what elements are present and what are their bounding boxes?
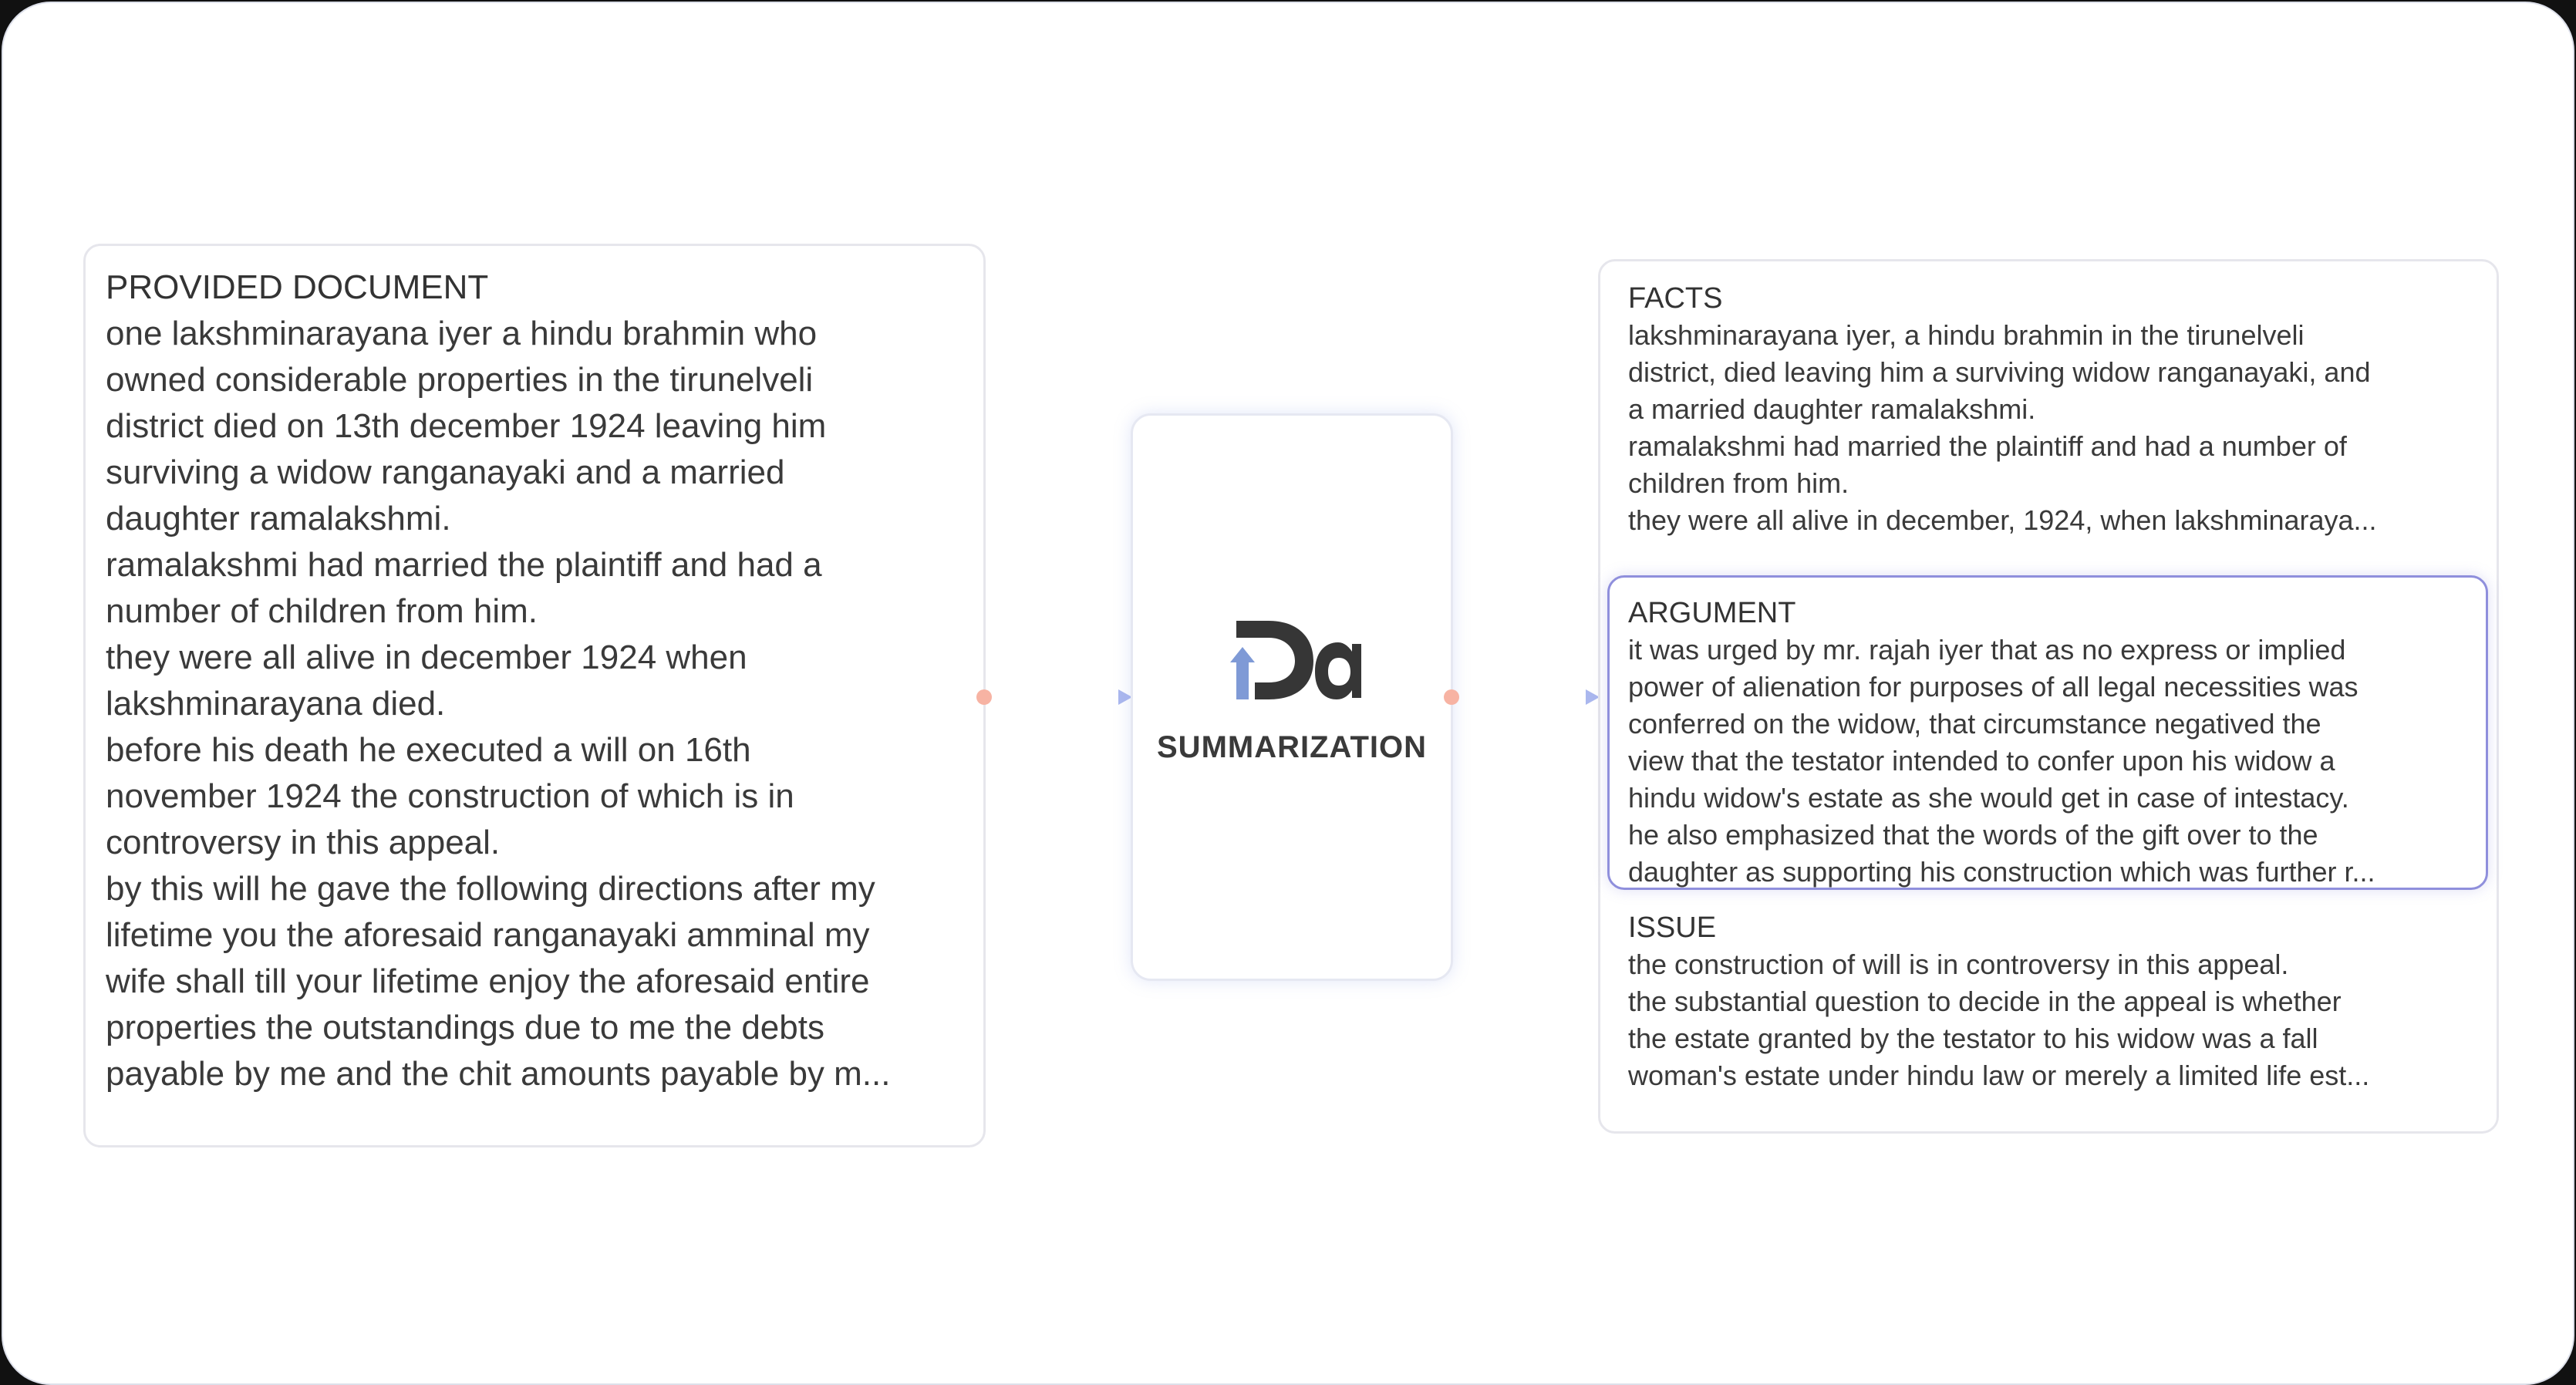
output-connector-arrow (1441, 685, 1610, 709)
summarization-node (1131, 413, 1453, 981)
issue-line: the estate granted by the testator to his widow was a fall (1628, 1023, 2318, 1054)
provided-document-title: PROVIDED DOCUMENT (106, 268, 489, 306)
document-line: district died on 13th december 1924 leaving him (106, 407, 827, 445)
facts-line: ramalakshmi had married the plaintiff and had a number of (1628, 430, 2347, 462)
input-connector-arrow (973, 685, 1143, 709)
document-line: daughter ramalakshmi. (106, 500, 451, 537)
facts-line: lakshminarayana iyer, a hindu brahmin in the tirunelveli (1628, 319, 2305, 351)
document-line: lifetime you the aforesaid ranganayaki amminal my (106, 916, 870, 954)
canvas (2, 2, 2574, 1385)
document-line: number of children from him. (106, 592, 538, 630)
document-line: they were all alive in december 1924 when (106, 639, 747, 676)
summary-card (1598, 259, 2499, 1134)
issue-line: woman's estate under hindu law or merely a limited life est... (1628, 1060, 2370, 1091)
provided-document-card (83, 244, 986, 1147)
facts-title: FACTS (1628, 282, 1723, 315)
document-line: wife shall till your lifetime enjoy the aforesaid entire (106, 962, 870, 1000)
issue-line: the construction of will is in controversy in this appeal. (1628, 949, 2289, 980)
argument-line: daughter as supporting his construction which was further r... (1628, 856, 2375, 888)
argument-section (1628, 595, 2477, 891)
document-line: by this will he gave the following directions after my (106, 870, 875, 908)
document-line: surviving a widow ranganayaki and a married (106, 453, 785, 491)
argument-line: hindu widow's estate as she would get in case of intestacy. (1628, 782, 2349, 814)
document-line: november 1924 the construction of which is in (106, 777, 794, 815)
facts-line: they were all alive in december, 1924, when lakshminaraya... (1628, 504, 2377, 536)
argument-line: power of alienation for purposes of all legal necessities was (1628, 671, 2359, 703)
issue-section (1628, 909, 2477, 1094)
document-line: owned considerable properties in the tirunelveli (106, 361, 814, 399)
document-line: ramalakshmi had married the plaintiff and had a (106, 546, 822, 584)
issue-line: the substantial question to decide in the appeal is whether (1628, 986, 2342, 1017)
da-logo-icon (1230, 618, 1361, 703)
document-line: one lakshminarayana iyer a hindu brahmin who (106, 315, 818, 352)
argument-line: conferred on the widow, that circumstance negatived the (1628, 708, 2321, 740)
facts-line: district, died leaving him a surviving widow ranganayaki, and (1628, 356, 2371, 388)
argument-line: view that the testator intended to confer upon his widow a (1628, 745, 2335, 777)
argument-title: ARGUMENT (1628, 597, 1796, 629)
issue-title: ISSUE (1628, 912, 1717, 944)
document-line: controversy in this appeal. (106, 824, 501, 861)
document-line: properties the outstandings due to me the debts (106, 1009, 824, 1046)
document-line: before his death he executed a will on 16th (106, 731, 751, 769)
summarization-label: SUMMARIZATION (1157, 730, 1427, 764)
facts-line: a married daughter ramalakshmi. (1628, 393, 2036, 425)
facts-line: children from him. (1628, 467, 1849, 499)
argument-line: he also emphasized that the words of the gift over to the (1628, 819, 2318, 851)
document-line: payable by me and the chit amounts payable by m... (106, 1055, 891, 1093)
argument-line: it was urged by mr. rajah iyer that as no express or implied (1628, 634, 2346, 666)
provided-document-text (106, 311, 963, 1097)
document-line: lakshminarayana died. (106, 685, 446, 723)
facts-section (1628, 280, 2477, 539)
